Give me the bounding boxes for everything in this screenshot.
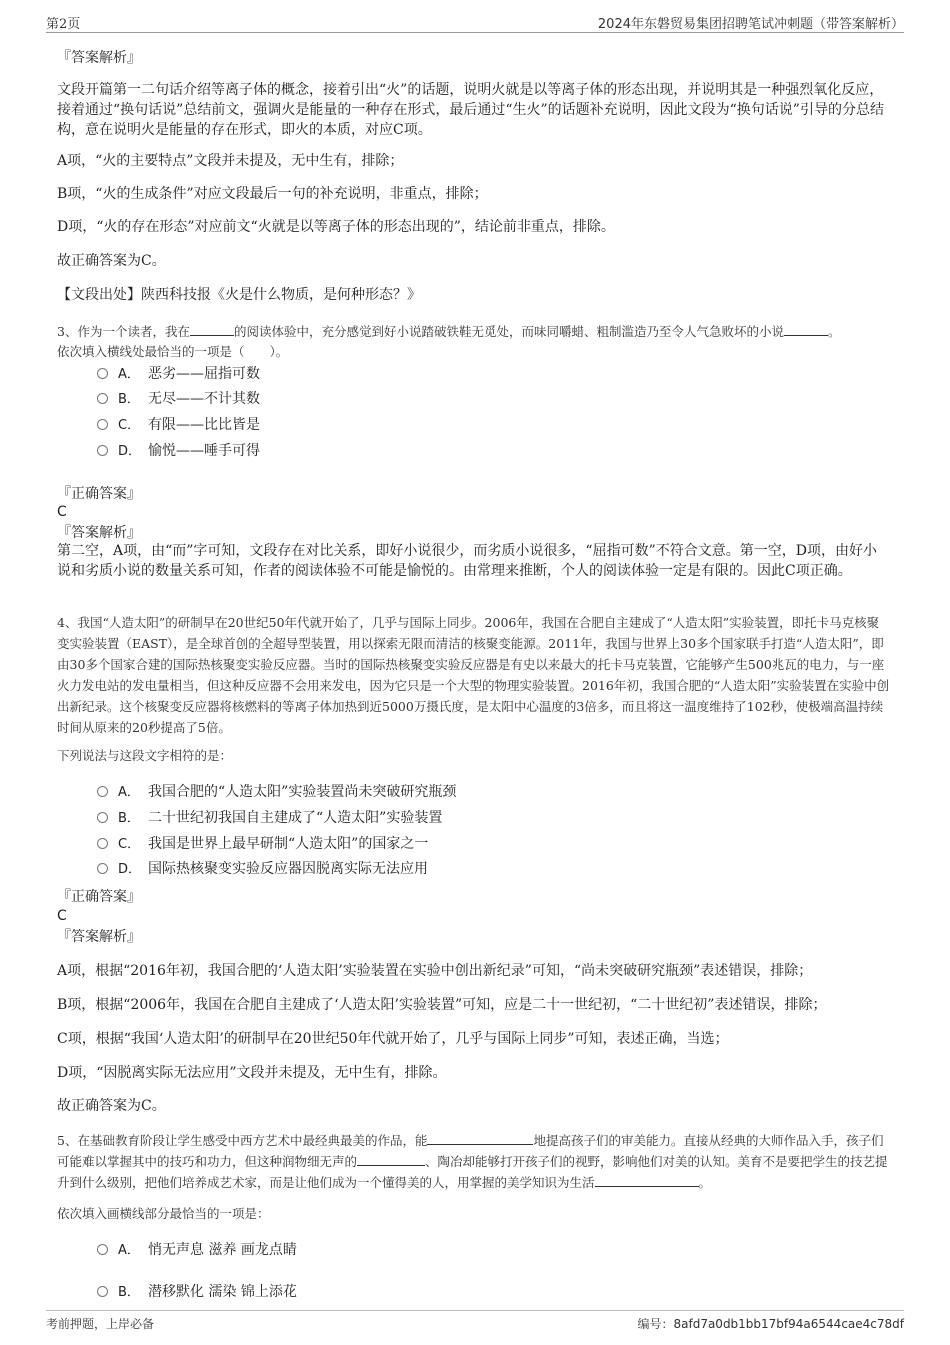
question-4-stem: 4、我国“人造太阳”的研制早在20世纪50年代就开始了，几乎与国际上同步。2006年，我国在合肥自主建成了“人造太阳”实验装置，即托卡马克核聚变实验装置（EAST），是全球首创的全超导型装置，用以探索无限而清洁的核聚变能源。2011年，我国与世界上30多个国家联手打造“人造太阳”，即由30多个国家合建的国际热核聚变实验反应器。当时的国际热核聚变实验反应器是有史以来最大的托卡马克装置，它能够产生500兆瓦的电力，与一座火力发电站的发电量相当，但这种反应器不会用来发电，因为它只是一个大型的物理实验装置。2016年初，我国合肥的“人造太阳”实验装置在实验中创出新纪录。这个核聚变反应器将核燃料的等离子体加热到近5000万摄氏度，是太阳中心温度的3倍多，而且将这一温度维持了102秒，使极端高温持续时间从原来的20秒提高了5倍。 (57, 615, 890, 735)
q4-option-a[interactable]: A． 我国合肥的“人造太阳”实验装置尚未突破研究瓶颈 (97, 782, 456, 802)
radio-icon[interactable] (97, 812, 108, 823)
analysis-conclusion: 故正确答案为C。 (57, 253, 166, 269)
q3-answer: C (57, 504, 67, 520)
page-header (46, 10, 904, 33)
footer-slogan: 考前押题，上岸必备 (46, 1317, 155, 1331)
radio-icon[interactable] (97, 419, 108, 430)
q4-answer: C (57, 908, 67, 924)
q4-option-d[interactable]: D． 国际热核聚变实验反应器因脱离实际无法应用 (97, 859, 428, 879)
radio-icon[interactable] (97, 1286, 108, 1297)
q4-option-b[interactable]: B． 二十世纪初我国自主建成了“人造太阳”实验装置 (97, 808, 442, 828)
q3-option-d[interactable]: D． 愉悦——唾手可得 (97, 441, 260, 461)
analysis-item-a: A项，“火的主要特点”文段并未提及，无中生有，排除； (57, 153, 404, 169)
blank-2 (784, 323, 828, 336)
blank-3 (595, 1174, 699, 1187)
q4-analysis-item-a: A项，根据“2016年初，我国合肥的‘人造太阳’实验装置在实验中创出新纪录”可知，“尚未突破研究瓶颈”表述错误，排除； (57, 963, 813, 979)
document-title: 2024年东磐贸易集团招聘笔试冲刺题（带答案解析） (597, 17, 904, 32)
q4-conclusion: 故正确答案为C。 (57, 1098, 166, 1114)
q4-analysis-item-c: C项，根据“我国‘人造太阳’的研制早在20世纪50年代就开始了，几乎与国际上同步”可知，表述正确，当选； (57, 1031, 729, 1047)
blank-1 (427, 1132, 533, 1145)
q3-option-b[interactable]: B． 无尽——不计其数 (97, 389, 260, 409)
radio-icon[interactable] (97, 368, 108, 379)
analysis-paragraph: 文段开篇第一二句话介绍等离子体的概念，接着引出“火”的话题，说明火就是以等离子体的形态出现，并说明其是一种强烈氧化反应，接着通过“换句话说”总结前文，强调火是能量的一种存在形式，最后通过“生火”的话题补充说明，因此文段为“换句话说”引导的分总结构，意在说明火是能量的存在形式，即火的本质，对应C项。 (57, 82, 884, 138)
q3-option-a[interactable]: A． 恶劣——屈指可数 (97, 364, 260, 384)
question-5-stem: 5、在基础教育阶段让学生感受中西方艺术中最经典最美的作品，能 地提高孩子们的审美能力。直接从经典的大师作品入手，孩子们可能难以掌握其中的技巧和功力，但这种润物细无声的 、陶冶却能够打开孩子们的视野，影响他们对美的认知。美育不是要把学生的技艺提升到什么级别，把他们培养成艺术家，而是让他们成为一个懂得美的人，用掌握的美学知识为生活 。 (57, 1133, 888, 1190)
q3-analysis-label: 『答案解析』 (57, 525, 141, 541)
q4-option-c[interactable]: C． 我国是世界上最早研制“人造太阳”的国家之一 (97, 834, 428, 854)
analysis-label: 『答案解析』 (57, 50, 141, 66)
question-3-stem: 3、作为一个读者，我在 的阅读体验中，充分感觉到好小说踏破铁鞋无觅处，而味同嚼蜡、粗制滥造乃至令人气急败坏的小说 。 依次填入横线处最恰当的一项是（ ）。 (57, 324, 841, 359)
q3-answer-label: 『正确答案』 (57, 486, 141, 502)
radio-icon[interactable] (97, 863, 108, 874)
q4-analysis-item-b: B项，根据“2006年，我国在合肥自主建成了‘人造太阳’实验装置”可知，应是二十一世纪初，“二十世纪初”表述错误，排除； (57, 997, 827, 1013)
q5-option-a[interactable]: A． 悄无声息 滋养 画龙点睛 (97, 1240, 297, 1260)
blank-1 (190, 323, 234, 336)
page-number: 第2页 (46, 17, 81, 32)
q3-analysis: 第二空，A项，由“而”字可知，文段存在对比关系，即好小说很少，而劣质小说很多，“屈指可数”不符合文意。第一空，D项，由好小说和劣质小说的数量关系可知，作者的阅读体验不可能是愉悦的。由常理来推断，个人的阅读体验一定是有限的。因此C项正确。 (57, 543, 877, 579)
blank-2 (357, 1153, 425, 1166)
q3-option-c[interactable]: C． 有限——比比皆是 (97, 415, 260, 435)
radio-icon[interactable] (97, 1244, 108, 1255)
q4-prompt: 下列说法与这段文字相符的是： (57, 748, 233, 763)
document-code: 编号：8afd7a0db1bb17bf94a6544cae4c78df (637, 1317, 904, 1331)
q4-analysis-label: 『答案解析』 (57, 929, 141, 945)
text-source: 【文段出处】陕西科技报《火是什么物质，是何种形态？》 (57, 287, 421, 303)
analysis-item-d: D项，“火的存在形态”对应前文“火就是以等离子体的形态出现的”，结论前非重点，排除。 (57, 219, 615, 235)
radio-icon[interactable] (97, 445, 108, 456)
radio-icon[interactable] (97, 786, 108, 797)
analysis-item-b: B项，“火的生成条件”对应文段最后一句的补充说明，非重点，排除； (57, 186, 488, 202)
q5-option-b[interactable]: B． 潜移默化 濡染 锦上添花 (97, 1282, 297, 1302)
radio-icon[interactable] (97, 838, 108, 849)
q4-analysis-item-d: D项，“因脱离实际无法应用”文段并未提及，无中生有，排除。 (57, 1065, 447, 1081)
q4-answer-label: 『正确答案』 (57, 889, 141, 905)
q5-prompt: 依次填入画横线部分最恰当的一项是： (57, 1206, 270, 1221)
page-footer (46, 1310, 904, 1335)
radio-icon[interactable] (97, 393, 108, 404)
